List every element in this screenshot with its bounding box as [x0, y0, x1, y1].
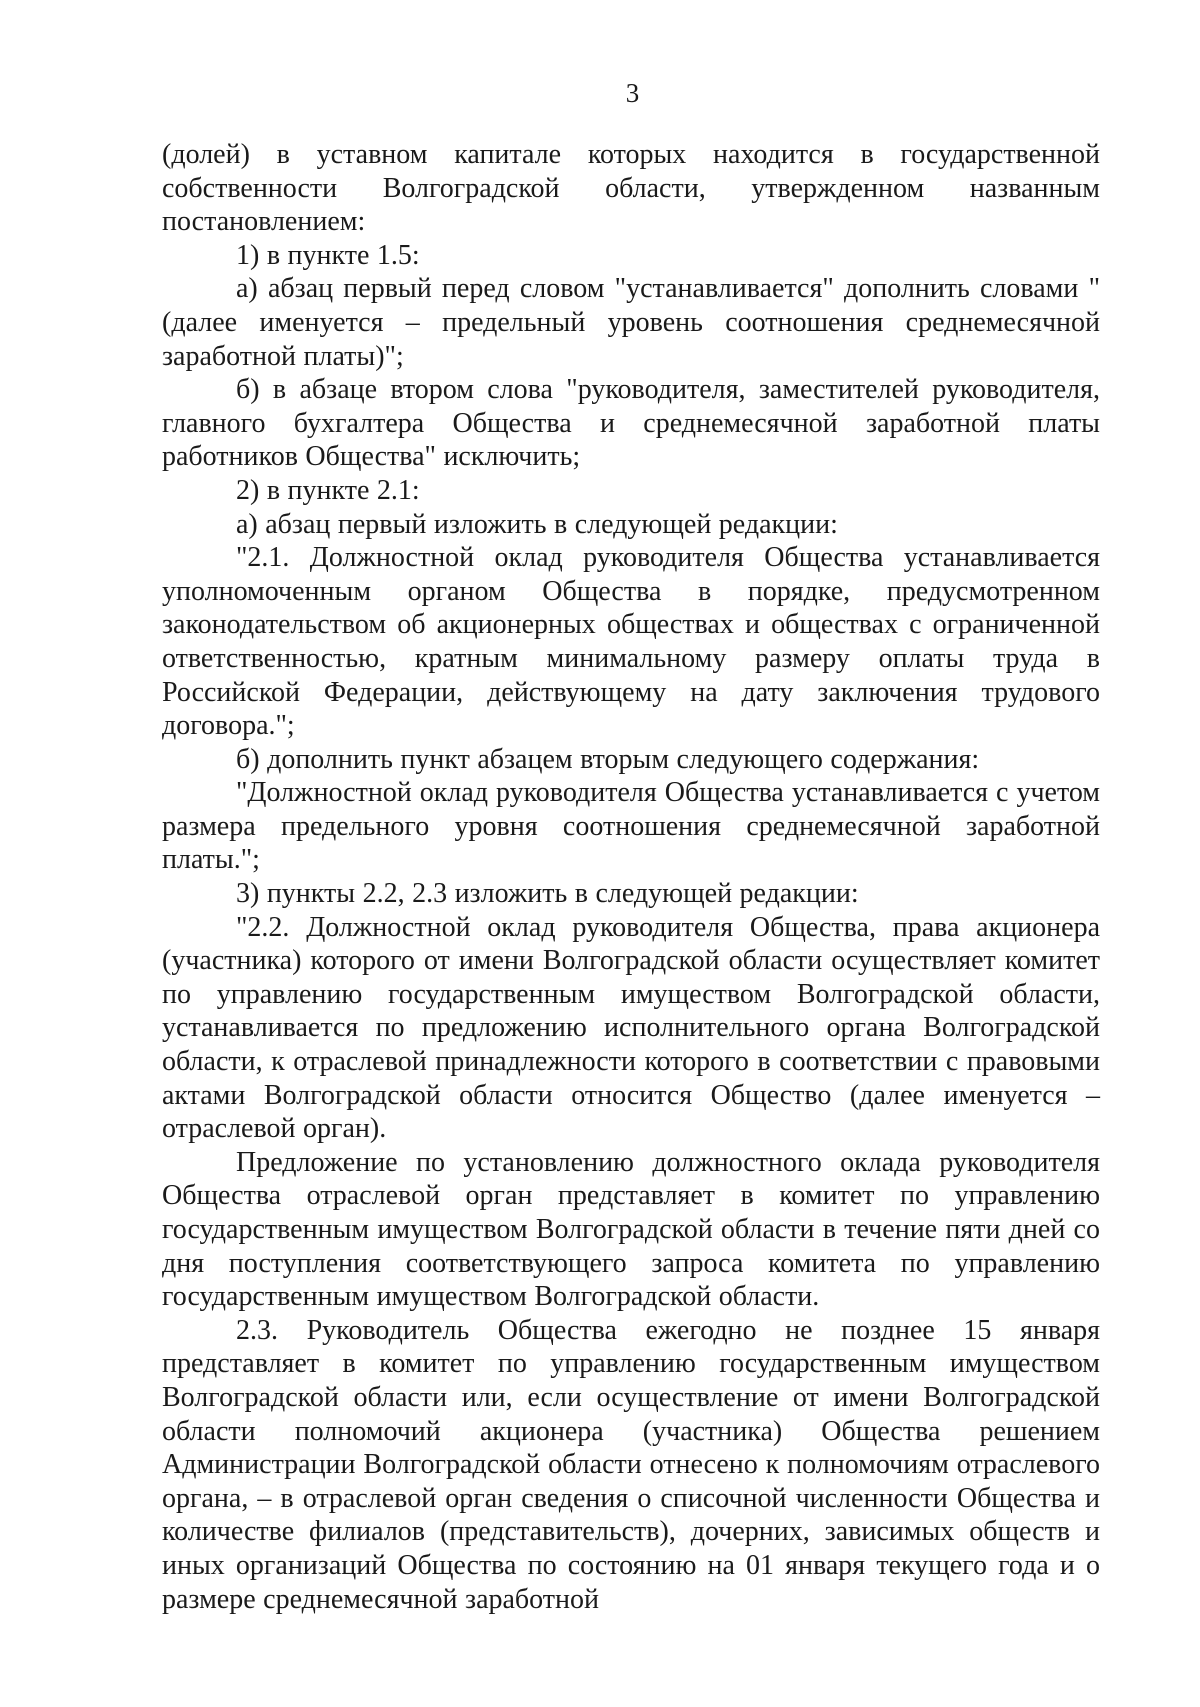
paragraph-clause-2-2: "2.2. Должностной оклад руководителя Общества, права акционера (участника) которого от имени Волгоградской области осуществляет комитет по управлению государственным имуществом Волгоградской области, устанавливается по предложению исполнительного органа Волгоградской области, к отраслевой принадлежности которого в соответствии с правовыми актами Волгоградской области относится Общество (далее именуется – отраслевой орган). [162, 911, 1100, 1145]
paragraph-item-1b: б) в абзаце втором слова "руководителя, заместителей руководителя, главного бухгалтера Общества и среднемесячной заработной платы работников Общества" исключить; [162, 374, 1100, 473]
paragraph-item-1a: а) абзац первый перед словом "устанавливается" дополнить словами "(далее именуется – предельный уровень соотношения среднемесячной заработной платы)"; [162, 273, 1100, 372]
paragraph-item-2: 2) в пункте 2.1: [236, 474, 420, 506]
paragraph-clause-2-3: 2.3. Руководитель Общества ежегодно не позднее 15 января представляет в комитет по управлению государственным имуществом Волгоградской области или, если осуществление от имени Волгоградской области полномочий акционера (участника) Общества решением Администрации Волгоградской области отнесено к полномочиям отраслевого органа, – в отраслевой орган сведения о списочной численности Общества и количестве филиалов (представительств), дочерних, зависимых обществ и иных организаций Общества по состоянию на 01 января текущего года и о размере среднемесячной заработной [162, 1314, 1100, 1615]
paragraph-item-1: 1) в пункте 1.5: [236, 239, 420, 271]
paragraph-clause-2-1: "2.1. Должностной оклад руководителя Общества устанавливается уполномоченным органом Общества в порядке, предусмотренном законодательством об акционерных обществах и обществах с ограниченной ответственностью, кратным минимальному размеру оплаты труда в Российской Федерации, действующему на дату заключения трудового договора."; [162, 542, 1100, 742]
document-body [162, 138, 1100, 1616]
paragraph-item-2b: б) дополнить пункт абзацем вторым следующего содержания: [236, 743, 980, 775]
paragraph-clause-2-2-proposal: Предложение по установлению должностного оклада руководителя Общества отраслевой орган представляет в комитет по управлению государственным имуществом Волгоградской области в течение пяти дней со дня поступления соответствующего запроса комитета по управлению государственным имуществом Волгоградской области. [162, 1146, 1100, 1313]
paragraph-intro: (долей) в уставном капитале которых находится в государственной собственности Волгоградской области, утвержденном названным постановлением: [162, 139, 1100, 238]
page-number: 3 [625, 78, 640, 108]
paragraph-item-2a: а) абзац первый изложить в следующей редакции: [236, 508, 838, 540]
paragraph-clause-2-1-second: "Должностной оклад руководителя Общества устанавливается с учетом размера предельного уровня соотношения среднемесячной заработной платы."; [162, 777, 1100, 876]
paragraph-item-3: 3) пункты 2.2, 2.3 изложить в следующей редакции: [236, 878, 859, 910]
